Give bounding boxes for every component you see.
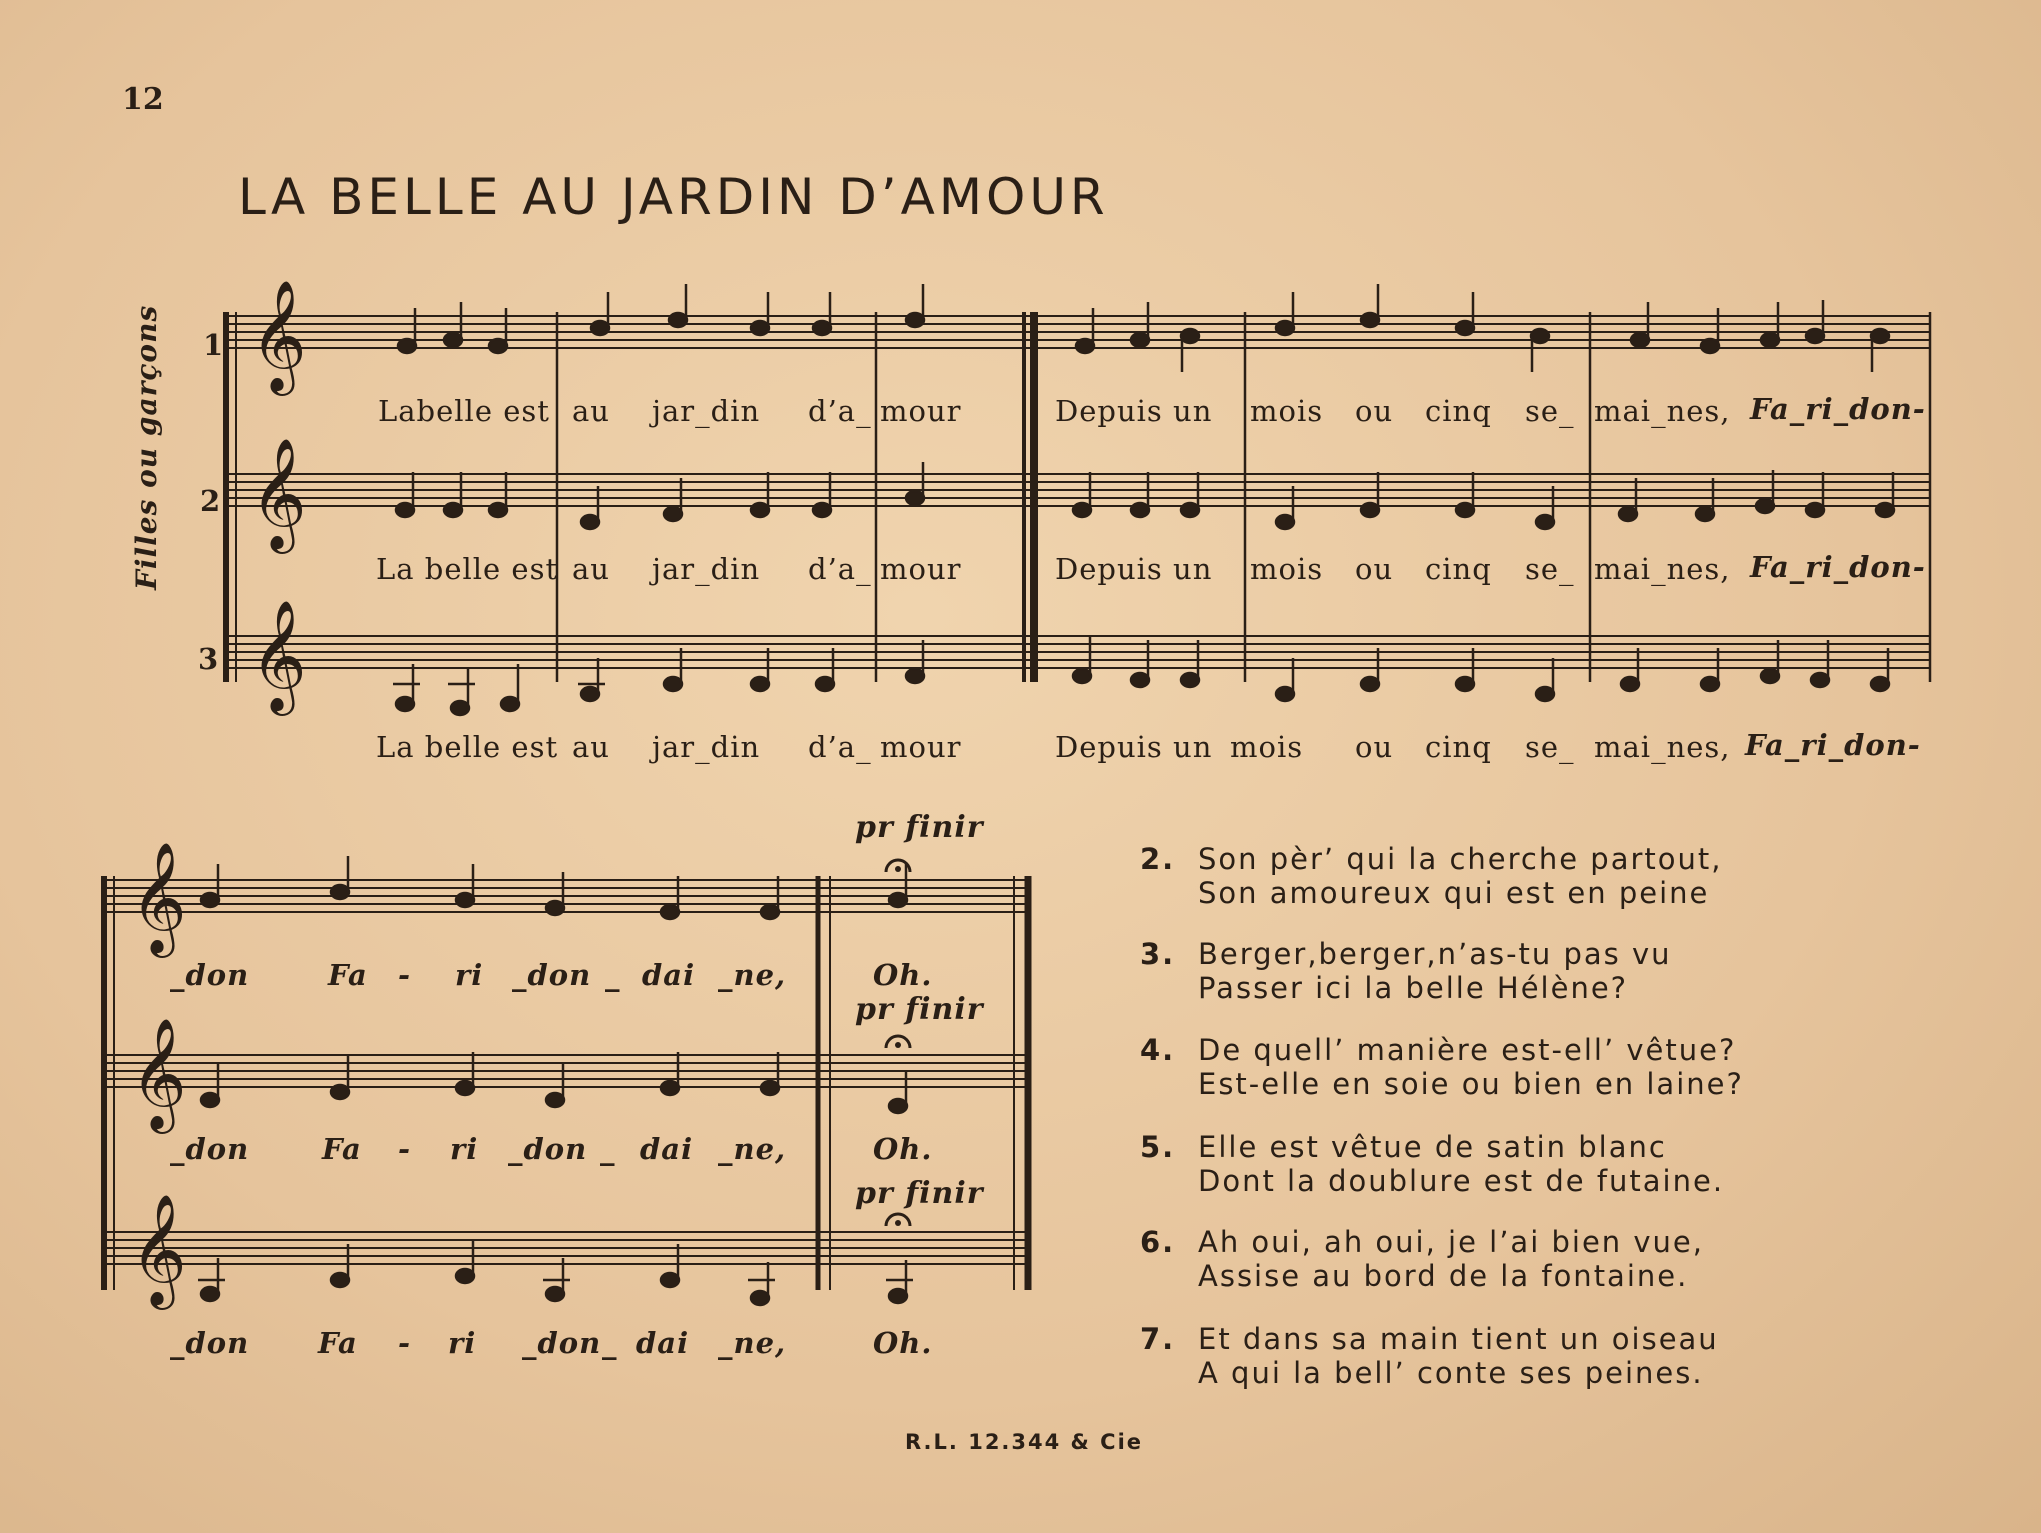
lyric: ri <box>450 1132 479 1166</box>
lyric: _ne, <box>718 1132 787 1166</box>
staff-6 <box>105 1232 1030 1264</box>
lyric: d’a_ <box>808 552 872 586</box>
song-title: LA BELLE AU JARDIN D’AMOUR <box>238 168 1109 226</box>
verse-2 <box>1140 842 1723 910</box>
lyric: Depuis un <box>1055 730 1213 764</box>
staff-number-2: 2 <box>200 484 222 518</box>
lyric: mai_nes, <box>1594 552 1731 586</box>
verse-line: Son amoureux qui est en peine <box>1198 876 1710 910</box>
treble-clef-icon: 𝄞 <box>130 1193 187 1305</box>
lyric: se_ <box>1525 394 1575 428</box>
lyric: Oh. <box>873 1132 933 1166</box>
staff-5 <box>105 1055 1030 1087</box>
lyric: dai <box>636 1326 690 1360</box>
lyric: Labelle est <box>378 394 550 428</box>
lyric: Oh. <box>873 958 933 992</box>
lyric: - <box>398 958 412 992</box>
lyric: ou <box>1355 394 1394 428</box>
lyric: mour <box>880 394 962 428</box>
verse-3 <box>1140 937 1672 1005</box>
verse-7 <box>1140 1322 1719 1390</box>
verse-number: 5. <box>1140 1130 1176 1164</box>
lyric: - <box>398 1326 412 1360</box>
lyric: Fa_ri_don- <box>1745 728 1921 762</box>
lyric: d’a_ <box>808 394 872 428</box>
verse-number: 2. <box>1140 842 1176 876</box>
lyric: mai_nes, <box>1594 730 1731 764</box>
page-number: 12 <box>122 82 164 117</box>
lyric: se_ <box>1525 552 1575 586</box>
verse-line: Berger,berger,n’as-tu pas vu <box>1198 937 1672 971</box>
lyric: d’a_ <box>808 730 872 764</box>
lyric: dai <box>640 1132 694 1166</box>
lyric: au <box>572 394 610 428</box>
lyric: Fa <box>328 958 368 992</box>
lyric: cinq <box>1425 394 1492 428</box>
lyric: _ <box>600 1132 616 1166</box>
lyric: mour <box>880 552 962 586</box>
staff-3 <box>225 636 1930 668</box>
verse-line: Passer ici la belle Hélène? <box>1198 971 1629 1005</box>
lyric: mois <box>1250 552 1324 586</box>
lyric: _don <box>170 1326 250 1360</box>
verse-line: Son pèr’ qui la cherche partout, <box>1198 842 1723 876</box>
lyric: _don <box>508 1132 588 1166</box>
verse-line: Ah oui, ah oui, je l’ai bien vue, <box>1198 1225 1704 1259</box>
verse-line: Et dans sa main tient un oiseau <box>1198 1322 1719 1356</box>
lyric: - <box>398 1132 412 1166</box>
treble-clef-icon: 𝄞 <box>130 841 187 953</box>
pr-finir-label: pr finir <box>855 1176 984 1211</box>
lyric: Fa_ri_don- <box>1750 550 1926 584</box>
lyric: _don <box>170 1132 250 1166</box>
verse-number: 6. <box>1140 1225 1176 1259</box>
lyric: _ <box>605 958 621 992</box>
treble-clef-icon: 𝄞 <box>250 279 307 391</box>
lyric: La belle est <box>376 552 559 586</box>
lyric: jar_din <box>652 730 761 764</box>
lyric: au <box>572 730 610 764</box>
treble-clef-icon: 𝄞 <box>250 437 307 549</box>
lyric: ri <box>455 958 484 992</box>
lyric: ri <box>448 1326 477 1360</box>
treble-clef-icon: 𝄞 <box>130 1017 187 1129</box>
lyric: cinq <box>1425 730 1492 764</box>
lyric: _ne, <box>718 958 787 992</box>
lyric: cinq <box>1425 552 1492 586</box>
verse-line: Dont la doublure est de futaine. <box>1198 1164 1725 1198</box>
verse-line: Elle est vêtue de satin blanc <box>1198 1130 1667 1164</box>
staff-number-3: 3 <box>198 642 220 676</box>
verse-6 <box>1140 1225 1704 1293</box>
lyric: Depuis un <box>1055 394 1213 428</box>
lyric: Fa <box>318 1326 358 1360</box>
lyric: mois <box>1250 394 1324 428</box>
lyric: mois <box>1230 730 1304 764</box>
lyric: _ne, <box>718 1326 787 1360</box>
lyric: ou <box>1355 730 1394 764</box>
publisher-footer: R.L. 12.344 & Cie <box>905 1430 1144 1454</box>
lyric: ou <box>1355 552 1394 586</box>
lyric: _don <box>522 1326 602 1360</box>
verse-number: 7. <box>1140 1322 1176 1356</box>
verse-number: 4. <box>1140 1033 1176 1067</box>
lyric: Depuis un <box>1055 552 1213 586</box>
pr-finir-label: pr finir <box>855 810 984 845</box>
verse-line: Est-elle en soie ou bien en laine? <box>1198 1067 1744 1101</box>
verse-5 <box>1140 1130 1724 1198</box>
lyric: mour <box>880 730 962 764</box>
staff-2 <box>225 474 1930 506</box>
lyric: Fa_ri_don- <box>1750 392 1926 426</box>
lyric: Fa <box>322 1132 362 1166</box>
lyric: Oh. <box>873 1326 933 1360</box>
voice-label: Filles ou garçons <box>130 304 163 590</box>
verse-line: A qui la bell’ conte ses peines. <box>1198 1356 1704 1390</box>
verse-number: 3. <box>1140 937 1176 971</box>
lyric: jar_din <box>652 552 761 586</box>
lyric: au <box>572 552 610 586</box>
lyric: _don <box>170 958 250 992</box>
lyric: _ <box>602 1326 618 1360</box>
lyric: mai_nes, <box>1594 394 1731 428</box>
lyric: jar_din <box>652 394 761 428</box>
treble-clef-icon: 𝄞 <box>250 599 307 711</box>
verse-line: De quell’ manière est-ell’ vêtue? <box>1198 1033 1737 1067</box>
verse-line: Assise au bord de la fontaine. <box>1198 1259 1689 1293</box>
verse-4 <box>1140 1033 1744 1101</box>
staff-number-1: 1 <box>203 328 225 362</box>
lyric: se_ <box>1525 730 1575 764</box>
pr-finir-label: pr finir <box>855 992 984 1027</box>
lyric: _don <box>512 958 592 992</box>
lyric: La belle est <box>376 730 559 764</box>
lyric: dai <box>642 958 696 992</box>
